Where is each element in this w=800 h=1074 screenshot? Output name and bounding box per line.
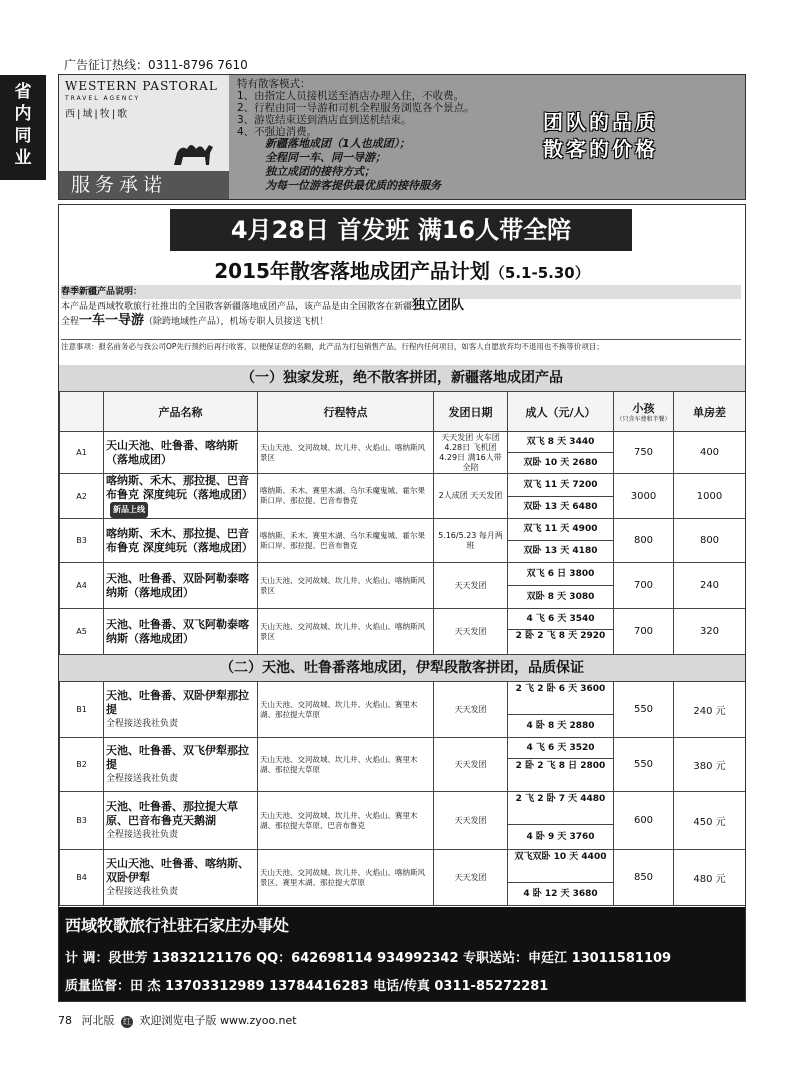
row-feature: 天山天池、交河故城、坎儿井、火焰山、喀纳斯风景区、赛里木湖、那拉提大草原 xyxy=(258,850,434,906)
table-row xyxy=(60,682,746,738)
office-contact-block xyxy=(59,907,745,1001)
service-banner xyxy=(58,74,746,200)
intro-text: 本产品是西域牧歌旅行社推出的全国散客新疆落地成团产品，该产品是由全国散客在新疆 xyxy=(61,302,413,312)
quality-line: 团队的品质 xyxy=(543,110,658,134)
row-feature: 天山天池、交河故城、坎儿井、火焰山、赛里木湖、那拉提大草原 xyxy=(258,738,434,792)
page-footer xyxy=(58,1012,297,1028)
logo-chinese: 西|域|牧|歌 xyxy=(65,109,130,120)
row-date: 天天发团 xyxy=(434,792,508,850)
header-child xyxy=(614,392,674,432)
logo-subtitle: TRAVEL AGENCY xyxy=(65,95,141,102)
mode-line: 2、行程由同一导游和司机全程服务浏览各个景点。 xyxy=(237,102,475,114)
row-feature: 天山天池、交河故城、坎儿井、火焰山、喀纳斯风景区 xyxy=(258,609,434,655)
row-name: 天池、吐鲁番、双飞阿勒泰喀纳斯（落地成团） xyxy=(104,609,258,655)
row-feature: 喀纳斯、禾木、赛里木湖、乌尔禾魔鬼城、霍尔果斯口岸、那拉提、巴音布鲁克 xyxy=(258,519,434,563)
row-single-supplement: 450 元 xyxy=(674,792,746,850)
row-date: 天天发团 火车团 4.28日 飞机团 4.29日 满16人带全陪 xyxy=(434,432,508,474)
plan-title xyxy=(59,255,745,284)
row-adult-price xyxy=(508,738,614,792)
header-date: 发团日期 xyxy=(434,392,508,432)
row-name: 天池、吐鲁番、双卧伊犁那拉提 xyxy=(106,688,249,716)
price-line: 双飞双卧 10 天 4400 xyxy=(508,850,613,883)
price-line: 双飞 11 天 4900 xyxy=(508,519,613,541)
row-code: B4 xyxy=(60,850,104,906)
row-adult-price xyxy=(508,474,614,519)
price-line: 4 飞 6 天 3520 xyxy=(508,738,613,759)
row-date: 天天发团 xyxy=(434,682,508,738)
page-number: 78 xyxy=(58,1014,72,1027)
price-line: 双飞 8 天 3440 xyxy=(508,432,613,453)
header-name: 产品名称 xyxy=(104,392,258,432)
row-child-price: 850 xyxy=(614,850,674,906)
price-line: 双卧 13 天 4180 xyxy=(523,546,598,556)
intro-highlight: 独立团队 xyxy=(412,298,465,313)
row-code: A1 xyxy=(60,432,104,474)
table-header xyxy=(59,391,746,432)
quality-slogan xyxy=(543,109,658,163)
price-line: 2 卧 2 飞 8 日 2800 xyxy=(515,761,606,771)
plan-period: （5.1-5.30） xyxy=(489,264,590,282)
mode-line: 特有散客模式： xyxy=(237,78,311,90)
row-name: 天山天池、吐鲁番、喀纳斯、双卧伊犁 xyxy=(106,856,249,884)
row-adult-price xyxy=(508,432,614,474)
price-line: 2 飞 2 卧 6 天 3600 xyxy=(508,682,613,715)
price-line: 4 卧 8 天 2880 xyxy=(526,721,595,731)
product-table-1 xyxy=(59,431,746,655)
row-child-price: 700 xyxy=(614,609,674,655)
price-line: 双卧 10 天 2680 xyxy=(523,458,598,468)
row-date: 天天发团 xyxy=(434,738,508,792)
section-heading-2: （二）天池、吐鲁番落地成团，伊犁段散客拼团，品质保证 xyxy=(59,655,745,681)
row-adult-price xyxy=(508,850,614,906)
row-adult-price xyxy=(508,519,614,563)
product-intro xyxy=(61,285,741,329)
row-note: 全程接送我社负责 xyxy=(106,886,179,897)
price-line: 4 飞 6 天 3540 xyxy=(508,609,613,630)
new-badge: 新品上线 xyxy=(110,502,148,518)
row-single-supplement: 240 元 xyxy=(674,682,746,738)
side-tab-char: 省 xyxy=(14,82,32,102)
row-single-supplement: 320 xyxy=(674,609,746,655)
row-name-cell xyxy=(104,682,258,738)
table-row xyxy=(60,563,746,609)
logo-block xyxy=(59,75,229,199)
table-row xyxy=(60,432,746,474)
row-feature: 天山天池、交河故城、坎儿井、火焰山、喀纳斯风景区 xyxy=(258,432,434,474)
row-name: 喀纳斯、禾木、那拉提、巴音布鲁克 深度纯玩（落地成团） xyxy=(106,474,253,501)
table-row xyxy=(60,474,746,519)
header-child-label: 小孩 xyxy=(632,402,655,415)
row-code: A4 xyxy=(60,563,104,609)
price-line: 双卧 13 天 6480 xyxy=(523,501,598,512)
row-single-supplement: 400 xyxy=(674,432,746,474)
row-child-price: 750 xyxy=(614,432,674,474)
slogan-line: 全程同一车、同一导游； xyxy=(265,151,386,164)
row-child-price: 3000 xyxy=(614,474,674,519)
price-line: 2 飞 2 卧 7 天 4480 xyxy=(508,792,613,825)
header-child-note: （只含车费和半餐） xyxy=(616,416,671,423)
side-tab-char: 内 xyxy=(14,104,32,124)
row-date: 天天发团 xyxy=(434,609,508,655)
price-line: 双飞 11 天 7200 xyxy=(508,475,613,497)
slogan-line: 独立成团的接待方式； xyxy=(265,165,375,178)
office-title: 西域牧歌旅行社驻石家庄办事处 xyxy=(65,916,290,935)
price-line: 4 卧 12 天 3680 xyxy=(523,889,598,899)
mode-line: 4、不强迫消费。 xyxy=(237,126,318,138)
row-note: 全程接送我社负责 xyxy=(106,829,179,840)
row-single-supplement: 380 元 xyxy=(674,738,746,792)
office-contact-line: 计 调：段世芳 13832121176 QQ：642698114 934992342 专职送站：申廷江 13011581109 xyxy=(65,951,672,966)
row-child-price: 550 xyxy=(614,738,674,792)
office-contact-line: 质量监督：田 杰 13703312989 13784416283 电话/传真 0311-85272281 xyxy=(65,979,549,994)
row-name-cell xyxy=(104,850,258,906)
row-name: 天池、吐鲁番、双飞伊犁那拉提 xyxy=(106,743,249,771)
row-name: 天山天池、吐鲁番、喀纳斯（落地成团） xyxy=(104,432,258,474)
row-code: B2 xyxy=(60,738,104,792)
table-row xyxy=(60,738,746,792)
row-date: 天天发团 xyxy=(434,563,508,609)
mode-line: 3、游览结束送到酒店直到送机结束。 xyxy=(237,114,412,126)
website-link[interactable]: 欢迎浏览电子版 www.zyoo.net xyxy=(139,1014,297,1027)
product-table-2 xyxy=(59,681,746,906)
row-child-price: 700 xyxy=(614,563,674,609)
intro-text: 全程 xyxy=(61,317,80,327)
plan-title-text: 2015年散客落地成团产品计划 xyxy=(214,259,490,283)
product-panel xyxy=(58,204,746,1002)
table-row xyxy=(60,609,746,655)
row-date: 5.16/5.23 每月两班 xyxy=(434,519,508,563)
side-tab-char: 同 xyxy=(14,126,32,146)
header-adult: 成人（元/人） xyxy=(508,392,614,432)
intro-text: （除跨地域性产品），机场专职人员接送飞机！ xyxy=(144,317,329,327)
table-row xyxy=(60,519,746,563)
edition-label: 河北版 xyxy=(81,1014,115,1027)
row-code: B3 xyxy=(60,519,104,563)
price-line: 2 卧 2 飞 8 天 2920 xyxy=(515,631,606,641)
table-row xyxy=(60,792,746,850)
edition-circle-icon: 红 xyxy=(123,1017,131,1026)
row-feature: 天山天池、交河故城、坎儿井、火焰山、赛里木湖、那拉提大草原 xyxy=(258,682,434,738)
row-adult-price xyxy=(508,792,614,850)
row-feature: 喀纳斯、禾木、赛里木湖、乌尔禾魔鬼城、霍尔果斯口岸、那拉提、巴音布鲁克 xyxy=(258,474,434,519)
row-feature: 天山天池、交河故城、坎儿井、火焰山、赛里木湖、那拉提大草原、巴音布鲁克 xyxy=(258,792,434,850)
camel-icon xyxy=(169,135,219,175)
intro-line xyxy=(61,314,741,329)
service-mode-list xyxy=(237,78,475,138)
quality-line: 散客的价格 xyxy=(543,137,658,161)
ad-hotline: 广告征订热线：0311-8796 7610 xyxy=(64,58,248,72)
header-feature: 行程特点 xyxy=(258,392,434,432)
row-adult-price xyxy=(508,682,614,738)
header-single: 单房差 xyxy=(674,392,746,432)
notice-text: 注意事项：报名前务必与我公司OP先行预约后再行收客，以便保证您的名额，此产品为打包销售产品，行程内任何项目，如客人自愿放弃均不退用也不换等价项目； xyxy=(61,339,741,352)
price-line: 双飞 6 日 3800 xyxy=(508,563,613,586)
row-child-price: 550 xyxy=(614,682,674,738)
slogan-list xyxy=(265,137,441,193)
row-single-supplement: 1000 xyxy=(674,474,746,519)
logo-english: WESTERN PASTORAL xyxy=(65,79,218,93)
price-line: 双卧 8 天 3080 xyxy=(526,592,595,602)
row-name: 喀纳斯、禾木、那拉提、巴音布鲁克 深度纯玩（落地成团） xyxy=(104,519,258,563)
price-line: 4 卧 9 天 3760 xyxy=(526,832,595,842)
row-code: B1 xyxy=(60,682,104,738)
mode-line: 1、由指定人员接机送至酒店办理入住，不收费。 xyxy=(237,90,465,102)
row-adult-price xyxy=(508,563,614,609)
row-name-cell xyxy=(104,474,258,519)
row-feature: 天山天池、交河故城、坎儿井、火焰山、喀纳斯风景区 xyxy=(258,563,434,609)
row-date: 2人成团 天天发团 xyxy=(434,474,508,519)
side-tab-char: 业 xyxy=(14,148,32,168)
row-adult-price xyxy=(508,609,614,655)
row-name: 天池、吐鲁番、那拉提大草原、巴音布鲁克天鹅湖 xyxy=(106,799,238,827)
row-code: B3 xyxy=(60,792,104,850)
side-tab xyxy=(0,75,46,180)
row-date: 天天发团 xyxy=(434,850,508,906)
intro-heading: 春季新疆产品说明： xyxy=(61,285,741,299)
intro-highlight: 一车一导游 xyxy=(79,313,145,328)
row-name-cell xyxy=(104,792,258,850)
headline-banner: 4月28日 首发班 满16人带全陪 xyxy=(170,209,632,251)
row-name-cell xyxy=(104,738,258,792)
row-single-supplement: 800 xyxy=(674,519,746,563)
row-note: 全程接送我社负责 xyxy=(106,718,179,729)
row-single-supplement: 480 元 xyxy=(674,850,746,906)
row-note: 全程接送我社负责 xyxy=(106,773,179,784)
slogan-line: 为每一位游客提供最优质的接待服务 xyxy=(265,179,441,192)
header-code xyxy=(60,392,104,432)
section-heading-1: （一）独家发班，绝不散客拼团，新疆落地成团产品 xyxy=(59,365,745,391)
slogan-line: 新疆落地成团（1人也成团）； xyxy=(265,137,411,150)
row-code: A5 xyxy=(60,609,104,655)
service-promise-label: 服务承诺 xyxy=(59,171,229,199)
intro-line xyxy=(61,299,741,314)
table-row xyxy=(60,850,746,906)
row-single-supplement: 240 xyxy=(674,563,746,609)
row-name: 天池、吐鲁番、双卧阿勒泰喀纳斯（落地成团） xyxy=(104,563,258,609)
row-child-price: 800 xyxy=(614,519,674,563)
row-child-price: 600 xyxy=(614,792,674,850)
row-code: A2 xyxy=(60,474,104,519)
